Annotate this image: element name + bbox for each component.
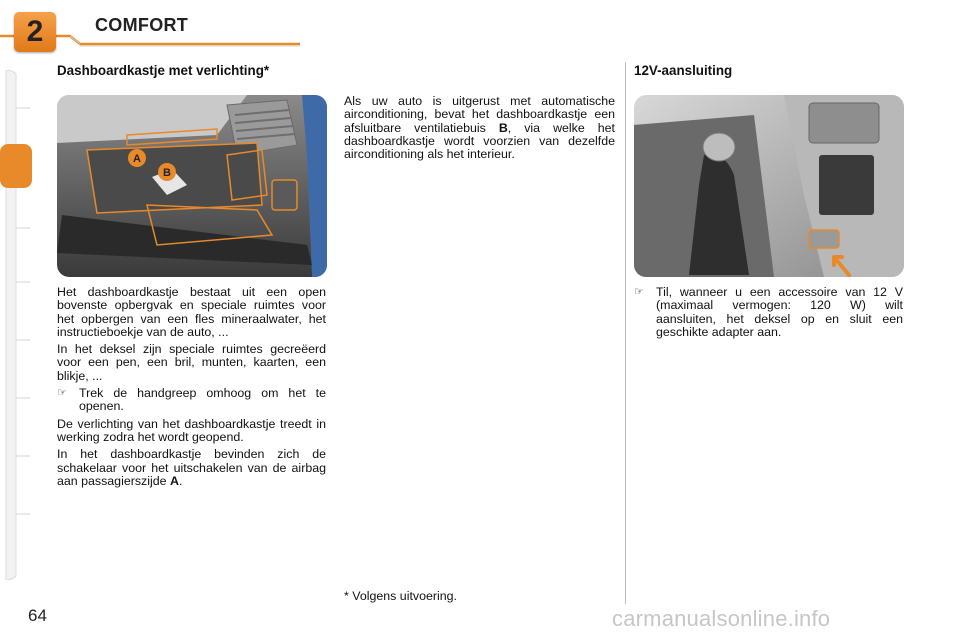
paragraph-storage: Het dashboardkastje bestaat uit een open bovenste opbergvak en speciale ruimtes voor het opbergen van een fles mineraalwater, het instructieboekje van de auto, ... bbox=[57, 285, 326, 339]
paragraph-lid: In het deksel zijn speciale ruimtes gecreëerd voor een pen, een bril, munten, kaarten, een blikje, ... bbox=[57, 342, 326, 383]
glovebox-heading: Dashboardkastje met verlichting* bbox=[57, 63, 270, 78]
chapter-tab-rail bbox=[0, 70, 32, 580]
watermark: carmanualsonline.info bbox=[612, 606, 831, 631]
power-outlet-illustration bbox=[634, 95, 904, 277]
label-a: A bbox=[133, 153, 141, 165]
power-outlet-heading: 12V-aansluiting bbox=[634, 63, 733, 78]
power-outlet-text bbox=[634, 286, 903, 339]
bullet-open-handle: ☞ Trek de handgreep omhoog om het te openen. bbox=[57, 386, 326, 414]
column-divider bbox=[625, 62, 626, 604]
footnote: * Volgens uitvoering. bbox=[344, 589, 457, 603]
glovebox-illustration bbox=[57, 95, 327, 277]
ventilation-text: Als uw auto is uitgerust met automatische airconditioning, bevat het dashboardkastje een afsluitbare ventilatiebuis B, via welke het dashboardkastje wordt voorzien van dezelfde airconditioning als het interieur. bbox=[344, 94, 615, 162]
hand-pointer-icon: ☞ bbox=[57, 387, 67, 400]
glovebox-text bbox=[57, 286, 326, 492]
paragraph-airbag: In het dashboardkastje bevinden zich de schakelaar voor het uitschakelen van de airbag aan passagierszijde A. bbox=[57, 447, 326, 488]
hand-pointer-icon: ☞ bbox=[634, 286, 644, 298]
chapter-title: COMFORT bbox=[95, 15, 189, 35]
bullet-power-outlet: ☞ Til, wanneer u een accessoire van 12 V (maximaal vermogen: 120 W) wilt aansluiten, het deksel op en sluit een geschikte adapter aan. bbox=[634, 285, 903, 339]
chapter-tab-active bbox=[0, 144, 32, 188]
label-b: B bbox=[163, 167, 171, 179]
paragraph-lighting: De verlichting van het dashboardkastje treedt in werking zodra het wordt geopend. bbox=[57, 416, 326, 444]
chapter-number-badge: 2 bbox=[14, 12, 56, 52]
page-number: 64 bbox=[28, 606, 47, 625]
